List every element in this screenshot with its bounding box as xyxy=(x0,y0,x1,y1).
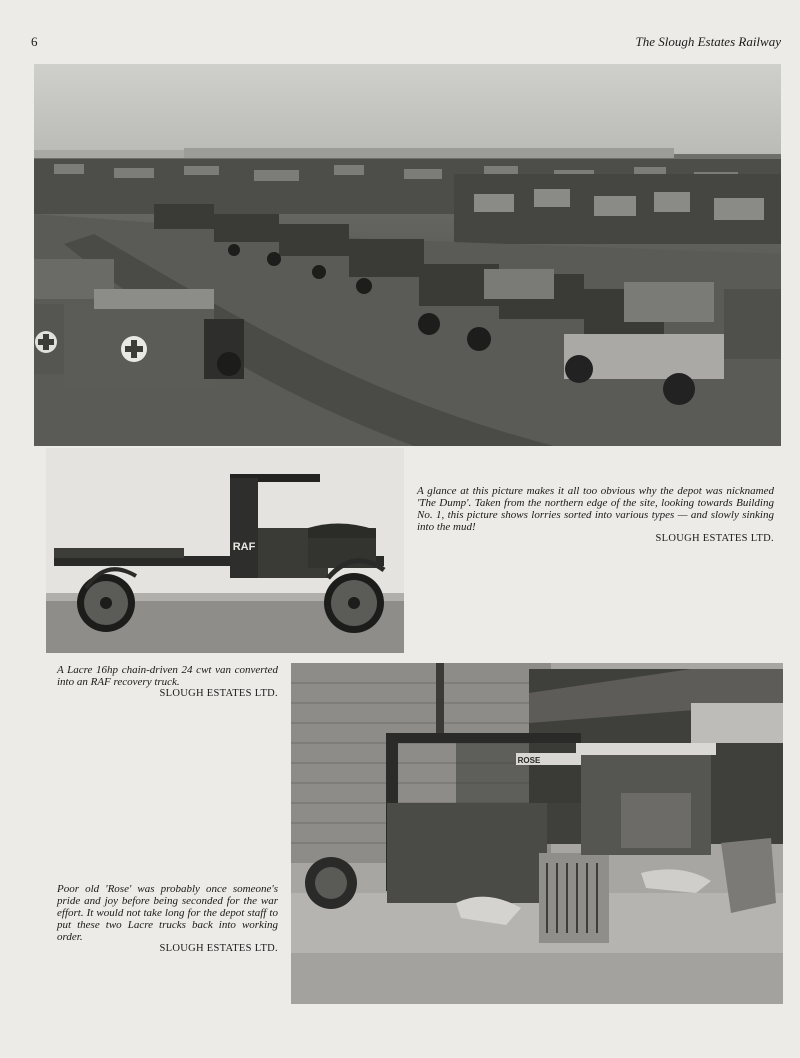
raf-truck-caption-text: A Lacre 16hp chain-driven 24 cwt van converted into an RAF recovery truck. xyxy=(57,664,278,688)
rose-photo xyxy=(291,663,783,1004)
dump-photo xyxy=(34,64,781,446)
rose-caption xyxy=(57,883,278,955)
running-title: The Slough Estates Railway xyxy=(635,34,781,49)
rose-plate: ROSE xyxy=(517,756,541,765)
rose-caption-text: Poor old 'Rose' was probably once someone's pride and joy before being seconded for the war effort. It would not take long for the depot staff to put these two Lacre trucks back into working order. xyxy=(57,883,278,943)
raf-truck-photo xyxy=(46,448,404,653)
dump-caption-text: A glance at this picture makes it all too obvious why the depot was nicknamed 'The Dump'. Taken from the northern edge of the site, looking towards Building No. 1, this picture shows lorries sorted into various types — and slowly sinking into the mud! xyxy=(417,485,774,533)
raf-truck-caption xyxy=(57,664,278,700)
dump-caption xyxy=(417,485,774,545)
dump-caption-credit: SLOUGH ESTATES LTD. xyxy=(655,533,774,544)
page-number: 6 xyxy=(31,34,38,49)
cab-lettering: RAF xyxy=(232,541,256,553)
rose-caption-credit: SLOUGH ESTATES LTD. xyxy=(159,943,278,954)
raf-truck-caption-credit: SLOUGH ESTATES LTD. xyxy=(159,688,278,699)
